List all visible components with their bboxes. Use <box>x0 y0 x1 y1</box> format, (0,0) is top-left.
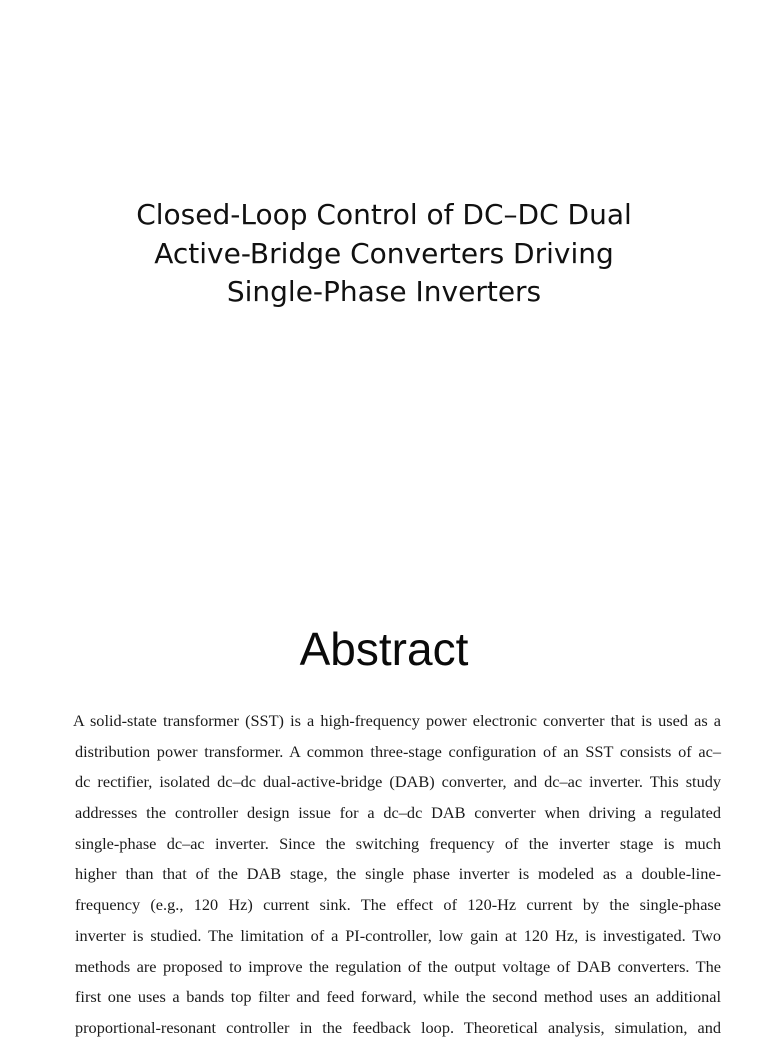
abstract-heading: Abstract <box>299 623 469 675</box>
abstract-body <box>75 706 721 1044</box>
abstract-line: A solid-state transformer (SST) is a high-frequency power electronic converter that is used as a <box>73 711 721 730</box>
abstract-line: addresses the controller design issue for a dc–dc DAB converter when driving a regulated <box>75 803 721 823</box>
abstract-line: frequency (e.g., 120 Hz) current sink. The effect of 120-Hz current by the single-phase <box>75 895 721 915</box>
abstract-line: dc rectifier, isolated dc–dc dual-active-bridge (DAB) converter, and dc–ac inverter. This study <box>75 772 721 792</box>
title-line: Active-Bridge Converters Driving <box>154 236 614 270</box>
abstract-line: proportional-resonant controller in the feedback loop. Theoretical analysis, simulation, and <box>75 1017 721 1037</box>
abstract-line: single-phase dc–ac inverter. Since the switching frequency of the inverter stage is much <box>75 833 721 853</box>
title-line: Single-Phase Inverters <box>226 275 542 308</box>
document-title <box>0 196 768 312</box>
abstract-line: first one uses a bands top filter and feed forward, while the second method uses an additional <box>75 987 721 1007</box>
abstract-line: methods are proposed to improve the regulation of the output voltage of DAB converters. The <box>75 956 721 976</box>
abstract-line: higher than that of the DAB stage, the single phase inverter is modeled as a double-line- <box>75 864 721 884</box>
abstract-line: inverter is studied. The limitation of a PI-controller, low gain at 120 Hz, is investigated. Two <box>75 925 721 945</box>
abstract-line: distribution power transformer. A common three-stage configuration of an SST consists of ac– <box>75 741 721 761</box>
title-line: Closed-Loop Control of DC–DC Dual <box>136 198 632 231</box>
